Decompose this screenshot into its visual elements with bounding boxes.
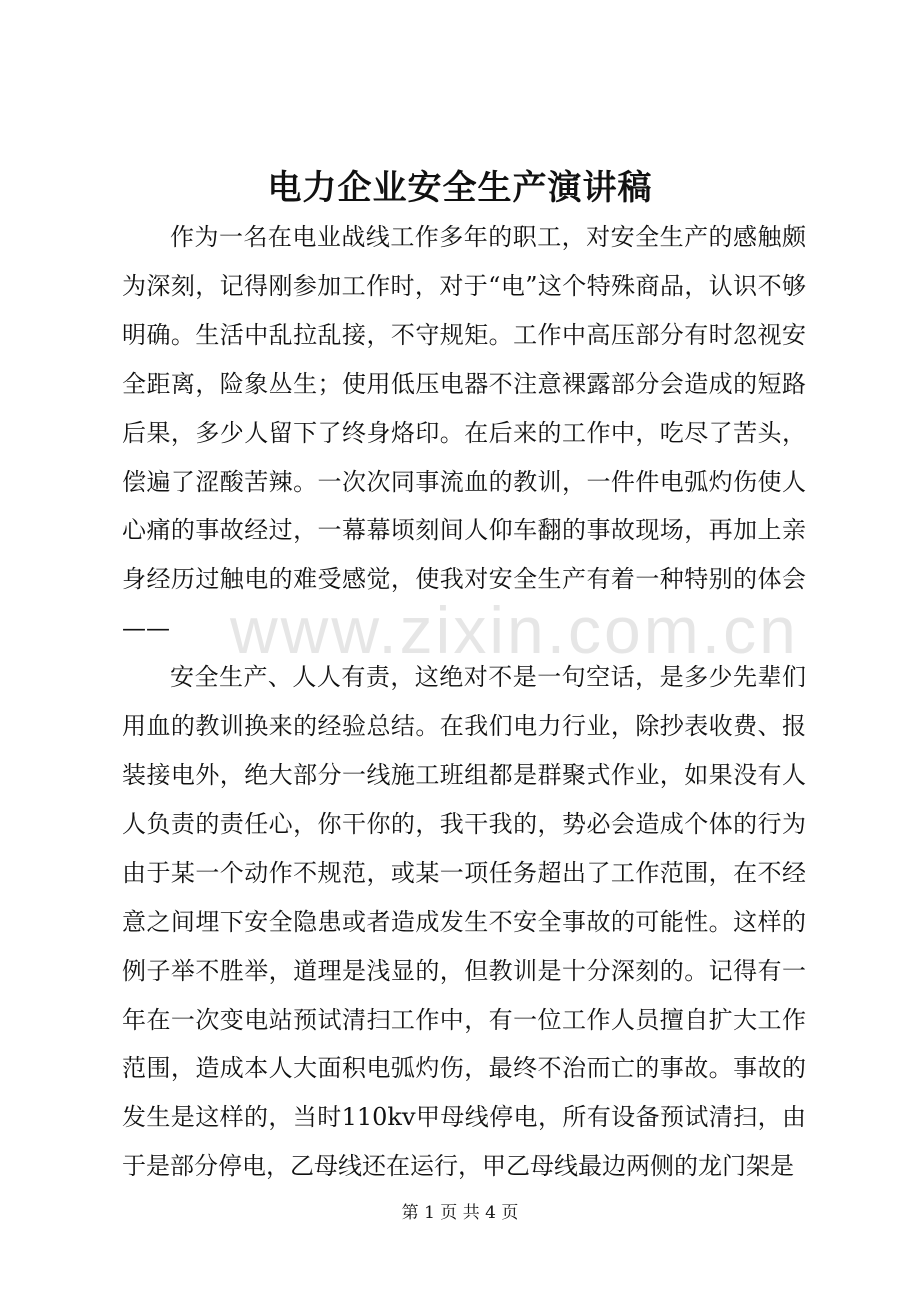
document-body [122, 213, 806, 1191]
paragraph-1: 作为一名在电业战线工作多年的职工，对安全生产的感触颇为深刻，记得刚参加工作时，对于“电”这个特殊商品，认识不够明确。生活中乱拉乱接，不守规矩。工作中高压部分有时忽视安全距离，险象丛生；使用低压电器不注意裸露部分会造成的短路后果，多少人留下了终身烙印。在后来的工作中，吃尽了苦头，偿遍了涩酸苦辣。一次次同事流血的教训，一件件电弧灼伤使人心痛的事故经过，一幕幕顷刻间人仰车翻的事故现场，再加上亲身经历过触电的难受感觉，使我对安全生产有着一种特别的体会—— [122, 223, 806, 643]
paragraph-2: 安全生产、人人有责，这绝对不是一句空话，是多少先辈们用血的教训换来的经验总结。在我们电力行业，除抄表收费、报装接电外，绝大部分一线施工班组都是群聚式作业，如果没有人人负责的责任心，你干你的，我干我的，势必会造成个体的行为由于某一个动作不规范，或某一项任务超出了工作范围，在不经意之间埋下安全隐患或者造成发生不安全事故的可能性。这样的例子举不胜举，道理是浅显的，但教训是十分深刻的。记得有一年在一次变电站预试清扫工作中，有一位工作人员擅自扩大工作范围，造成本人大面积电弧灼伤，最终不治而亡的事故。事故的发生是这样的，当时110kv甲母线停电，所有设备预试清扫，由于是部分停电，乙母线还在运行，甲乙母线最边两侧的龙门架是 [122, 663, 806, 1181]
page-footer: 第 1 页 共 4 页 [401, 1203, 519, 1223]
document-title: 电力企业安全生产演讲稿 [267, 168, 653, 208]
watermark: www.zixin.com.cn [230, 593, 799, 667]
